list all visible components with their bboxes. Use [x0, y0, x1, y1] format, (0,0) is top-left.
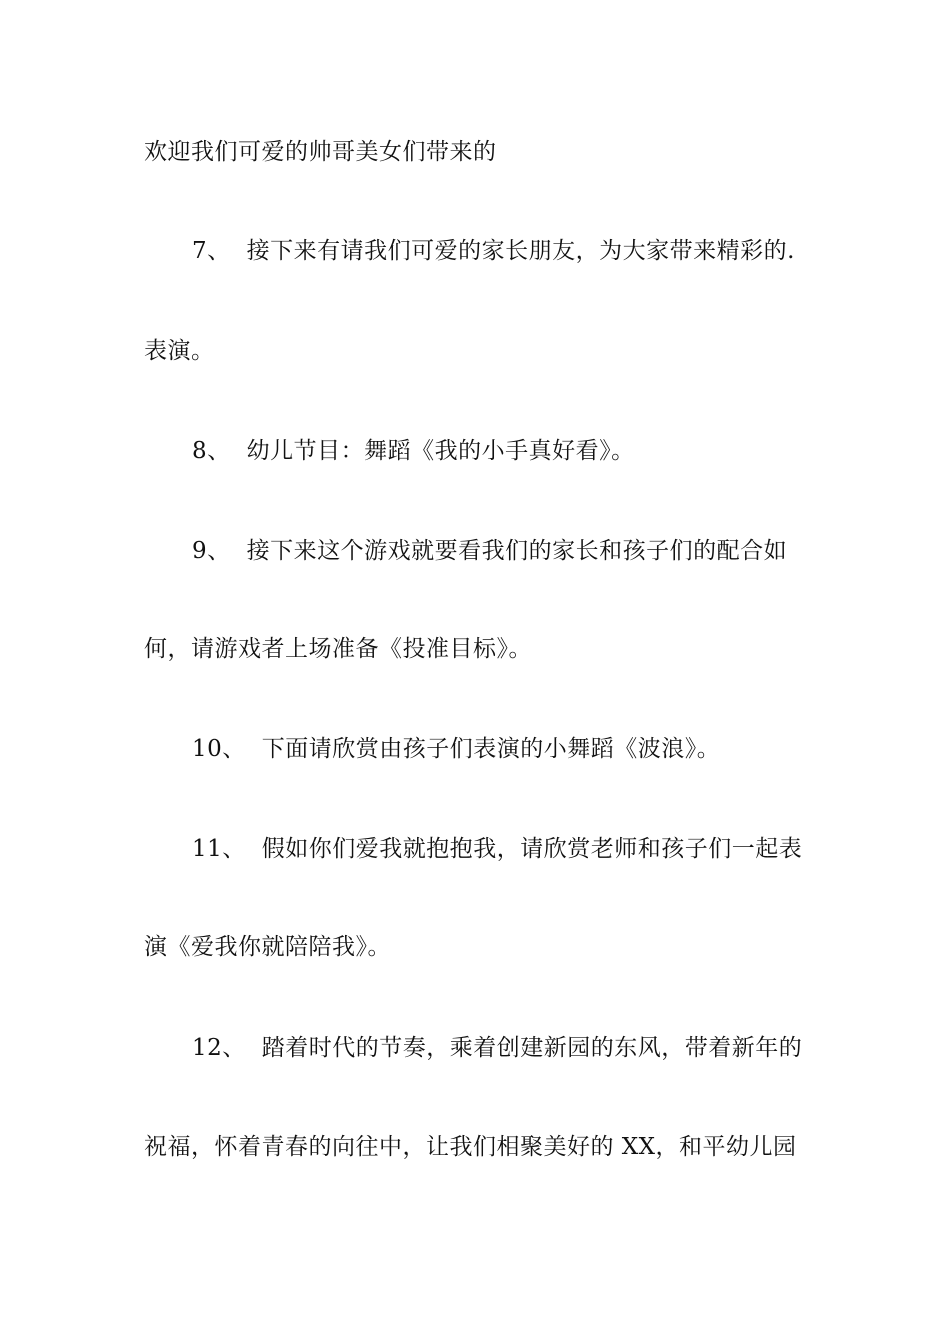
- item-number: 11、: [192, 836, 246, 862]
- text-line-11: [144, 1132, 797, 1162]
- text-line-1: [144, 137, 497, 167]
- list-item-8: [192, 436, 635, 466]
- list-item-9: [192, 536, 787, 566]
- line-text: 接下来这个游戏就要看我们的家长和孩子们的配合如: [246, 538, 788, 564]
- line-text: 假如你们爱我就抱抱我，请欣赏老师和孩子们一起表: [261, 836, 803, 862]
- text-line-3: [144, 336, 215, 366]
- item-number: 12、: [192, 1035, 246, 1061]
- line-text: 幼儿节目：舞蹈《我的小手真好看》。: [246, 438, 635, 464]
- list-item-11: [192, 834, 802, 864]
- list-item-12: [192, 1033, 802, 1063]
- item-number: 10、: [192, 736, 246, 762]
- item-number: 9、: [192, 538, 231, 564]
- text-line-9: [144, 932, 391, 962]
- item-number: 7、: [192, 238, 231, 264]
- text-line-6: [144, 634, 532, 664]
- line-text: 下面请欣赏由孩子们表演的小舞蹈《波浪》。: [261, 736, 721, 762]
- line-text: 接下来有请我们可爱的家长朋友，为大家带来精彩的.: [246, 238, 795, 264]
- line-text: 欢迎我们可爱的帅哥美女们带来的: [144, 139, 497, 165]
- list-item-10: [192, 734, 720, 764]
- line-text: 何，请游戏者上场准备《投准目标》。: [144, 636, 532, 662]
- line-text: 祝福，怀着青春的向往中，让我们相聚美好的 XX，和平幼儿园: [144, 1134, 797, 1160]
- line-text: 踏着时代的节奏，乘着创建新园的东风，带着新年的: [261, 1035, 803, 1061]
- line-text: 表演。: [144, 338, 215, 364]
- line-text: 演《爱我你就陪陪我》。: [144, 934, 391, 960]
- list-item-7: [192, 236, 795, 266]
- item-number: 8、: [192, 438, 231, 464]
